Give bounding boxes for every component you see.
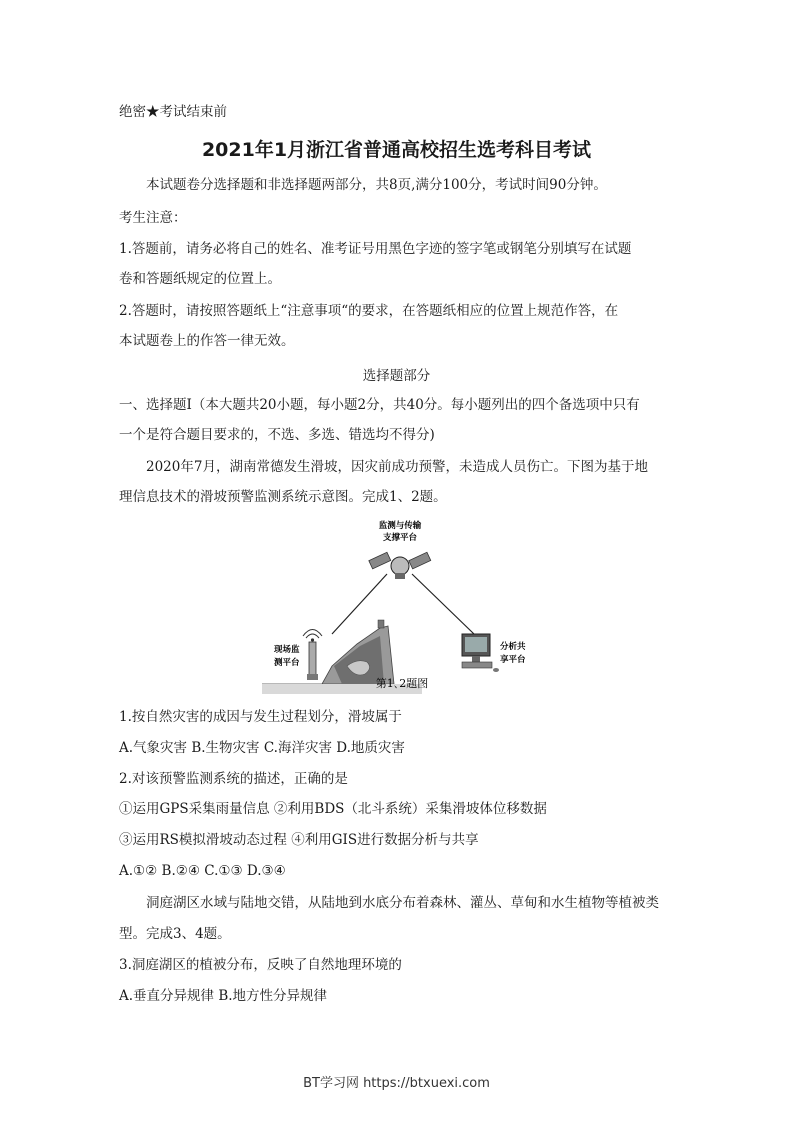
question-2-options: A.①② B.②④ C.①③ D.③④	[119, 863, 286, 879]
notice-item-1-cont: 卷和答题纸规定的位置上。	[119, 271, 281, 287]
question-2-statements-1: ①运用GPS采集雨量信息 ②利用BDS（北斗系统）采集滑坡体位移数据	[119, 801, 547, 817]
satellite-icon	[369, 552, 431, 579]
question-3-stem: 3.洞庭湖区的植被分布，反映了自然地理环境的	[119, 957, 402, 973]
intro-text: 本试题卷分选择题和非选择题两部分，共8页,满分100分，考试时间90分钟。	[146, 177, 607, 193]
footer-watermark[interactable]: BT学习网 https://btxuexi.com	[303, 1076, 490, 1091]
notice-item-2: 2.答题时，请按照答题纸上“注意事项“的要求，在答题纸相应的位置上规范作答，在	[119, 303, 619, 319]
left-label-line2: 测平台	[274, 658, 300, 668]
figure-caption: 第1､2题图	[375, 677, 429, 690]
right-label-line2: 享平台	[500, 655, 526, 665]
section-title: 选择题部分	[362, 368, 431, 384]
question-2-statements-2: ③运用RS模拟滑坡动态过程 ④利用GIS进行数据分析与共享	[119, 832, 479, 848]
secret-mark: 绝密★考试结束前	[119, 104, 227, 120]
top-label-line1: 监测与传输	[378, 521, 422, 531]
passage-2: 洞庭湖区水域与陆地交错，从陆地到水底分布着森林、灌丛、草甸和水生植物等植被类	[146, 895, 659, 911]
question-1-stem: 1.按自然灾害的成因与发生过程划分，滑坡属于	[119, 709, 402, 725]
passage-2-cont: 型。完成3、4题。	[119, 926, 231, 942]
question-2-stem: 2.对该预警监测系统的描述，正确的是	[119, 771, 348, 787]
passage-1: 2020年7月，湖南常德发生滑坡，因灾前成功预警，未造成人员伤亡。下图为基于地	[146, 459, 648, 475]
right-label-line1: 分析共	[500, 642, 526, 652]
left-label-line1: 现场监	[274, 645, 300, 655]
notice-item-2-cont: 本试题卷上的作答一律无效。	[119, 333, 295, 349]
passage-1-cont: 理信息技术的滑坡预警监测系统示意图。完成1、2题。	[119, 489, 447, 505]
exam-title: 2021年1月浙江省普通高校招生选考科目考试	[201, 139, 592, 161]
monitoring-tower-icon	[303, 630, 322, 681]
notice-heading: 考生注意：	[119, 210, 187, 226]
part1-instructions-cont: 一个是符合题目要求的，不选、多选、错选均不得分)	[119, 427, 435, 443]
landslide-monitoring-figure	[262, 516, 532, 694]
part1-instructions: 一、选择题Ⅰ（本大题共20小题，每小题2分，共40分。每小题列出的四个备选项中只有	[119, 397, 640, 413]
computer-icon	[462, 634, 499, 672]
question-1-options: A.气象灾害 B.生物灾害 C.海洋灾害 D.地质灾害	[119, 740, 405, 756]
notice-item-1: 1.答题前，请务必将自己的姓名、准考证号用黑色字迹的签字笔或钢笔分别填写在试题	[119, 241, 632, 257]
top-label-line2: 支撑平台	[382, 533, 418, 543]
question-3-options: A.垂直分异规律 B.地方性分异规律	[119, 988, 328, 1004]
